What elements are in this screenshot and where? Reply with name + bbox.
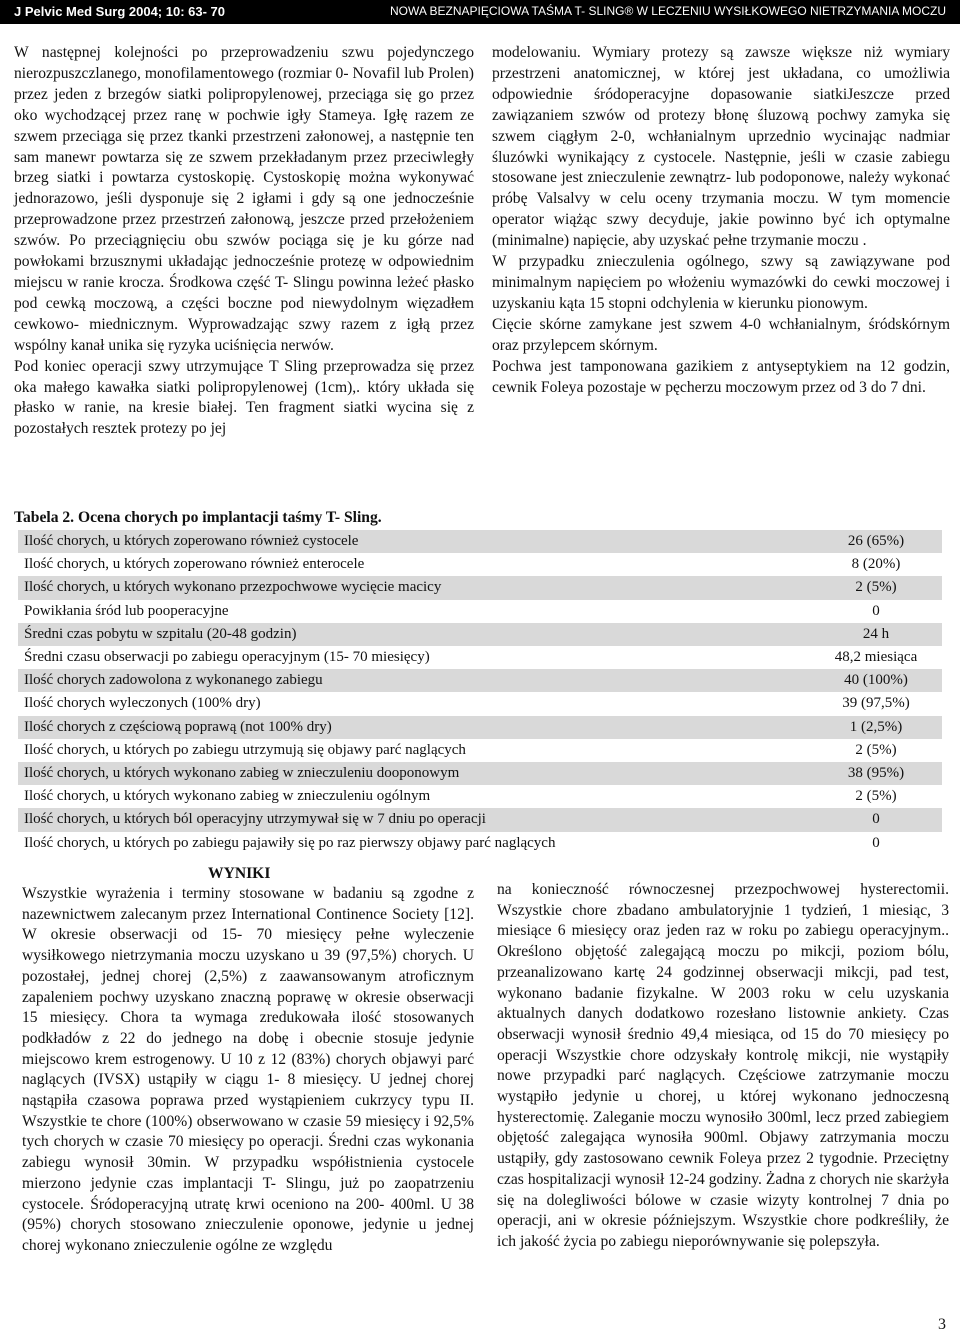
- paragraph: na konieczność równoczesnej przezpochwowej hysterectomii. Wszystkie chore zbadano ambulatoryjnie 1 tydzień, 1 miesiąc, 3 miesiące 6 miesięcy oraz jeden raz w roku po zabiegu operacyjnym.. Określono objętość zalegającą moczu po mikcji, poziom bólu, przeanalizowano kartę 24 godzinnej obserwacji mikcji, pad test, wykonano badanie fizykalne. W 2003 roku w celu uzyskania aktualnych danych dodatkowo rozesłano listownie ankiety. Czas obserwacji wynosił średnio 49,4 miesiąca, od 15 do 70 miesięcy po operacji Wszystkie chore odzyskały kontrolę mikcji, nie wystąpiły nowe przypadki parć naglących. Częściowe zatrzymanie moczu wystąpiło jedynie u chorej, u której wykonano jednoczesną hysterectomię. Zaleganie moczu wynosiło 300ml, lecz przed zabiegiem objętość zalegająca wynosiła 900ml. Objawy zatrzymania moczu ustąpiły, gdy zastosowano cewnik Foleya przez 2 tygodnie. Przeciętny czas hospitalizacji wynosił 12-24 godziny. Żadna z chorych nie skarżyła się na dolegliwości bólowe w czasie wizyty kontrolnej 7 dnia po operacji, ani w okresie późniejszym. Wszystkie chore podkreśliły, że ich jakość życia po zabiegu nieporównywanie się polepszyła.: [497, 881, 949, 1250]
- row-label: Ilość chorych wyleczonych (100% dry): [24, 695, 261, 712]
- row-value: 48,2 miesiąca: [834, 649, 918, 666]
- row-value: 38 (95%): [810, 762, 942, 785]
- row-value: 8 (20%): [851, 556, 901, 573]
- row-label: Ilość chorych zadowolona z wykonanego zabiegu: [18, 669, 810, 692]
- table-row: [18, 762, 942, 785]
- row-value: 2 (5%): [855, 788, 897, 805]
- row-value: 40 (100%): [810, 669, 942, 692]
- row-label: Średni czas pobytu w szpitalu (20-48 godzin): [18, 623, 810, 646]
- running-title: NOWA BEZNAPIĘCIOWA TAŚMA T- SLING® W LECZENIU WYSIŁKOWEGO NIETRZYMANIA MOCZU: [389, 4, 946, 18]
- table-row: [18, 623, 942, 646]
- table-row: [18, 576, 942, 599]
- table-row: [18, 553, 942, 576]
- results-left-column: [22, 884, 474, 1257]
- row-value: 2 (5%): [855, 741, 897, 758]
- top-left-column: [14, 43, 474, 440]
- row-label: Ilość chorych, u których wykonano przezpochwowe wycięcie macicy: [18, 576, 810, 599]
- table-row: [18, 785, 942, 808]
- row-label: Średni czasu obserwacji po zabiegu operacyjnym (15- 70 miesięcy): [24, 649, 430, 666]
- row-value: 1 (2,5%): [810, 716, 942, 739]
- row-label: Ilość chorych, u których wykonano zabieg w znieczuleniu dooponowym: [18, 762, 810, 785]
- row-label: Ilość chorych, u których zoperowano również cystocele: [18, 530, 810, 553]
- row-label: Ilość chorych z częściową poprawą (not 100% dry): [18, 716, 810, 739]
- row-value: 24 h: [810, 623, 942, 646]
- page-number: 3: [938, 1316, 946, 1333]
- table-row: [18, 832, 942, 855]
- table-row: [18, 692, 942, 715]
- row-label: Powikłania śród lub pooperacyjne: [24, 602, 229, 619]
- row-value: 0: [810, 808, 942, 831]
- paragraph: W przypadku znieczulenia ogólnego, szwy są zawiązywane pod minimalnym napięciem po włożeniu wymazówki do cewki moczowej i uzyskaniu kąta 15 stopni odchylenia w kierunku pionowym.: [492, 253, 950, 312]
- paragraph: W następnej kolejności po przeprowadzeniu szwu pojedynczego nierozpuszczlanego, monofilamentowego (rozmiar 0- Novafil lub Prolen) przez jeden z brzegów siatki polipropylenowej, przeciąga się go przez oko wychodzącej przez ranę w pochwie igły Stameya. Igłę razem ze szwem przeciąga się przez tkanki przestrzeni załonowej, a następnie ten sam manewr powtarza się ze szwem przekładanym przez przeciwległy brzeg siatki i powtarza cystoskopię. Cystoskopię można wykonywać jednorazowo, jeśli dysponuje się 2 igłami i gdy są one jednocześnie przeprowadzone przez przestrzeń załonową, jeszcze przed przełożeniem szwów. Po przeciągnięciu obu szwów pociąga się je ku górze nad powłokami brzusznymi układając jednocześnie protezę w odpowiednim miejscu w ranie krocza. Środkowa część T- Slingu powinna leżeć płasko pod cewką moczową, a części boczne pod niewydolnym więzadłem cewkowo- miednicznym. Wyprowadzając szwy razem z igłą przez wspólny kanał unika się ryzyka uciśnięcia nerwów.: [14, 44, 474, 354]
- evaluation-table: [18, 530, 942, 855]
- table-caption: Tabela 2. Ocena chorych po implantacji taśmy T- Sling.: [14, 509, 382, 526]
- row-value: 2 (5%): [810, 576, 942, 599]
- journal-citation: J Pelvic Med Surg 2004; 10: 63- 70: [14, 4, 225, 19]
- row-label: Ilość chorych, u których po zabiegu utrzymują się objawy parć naglących: [24, 741, 466, 758]
- table-row: [18, 530, 942, 553]
- table-row: [18, 646, 942, 669]
- table-row: [18, 600, 942, 623]
- paragraph: modelowaniu. Wymiary protezy są zawsze większe niż wymiary przestrzeni anatomicznej, w której jest układana, co umożliwia odpowiednie śródoperacyjne dopasowanie siatkiJeszcze przed zawiązaniem szwów od protezy błonę śluzową pochwy zamyka się szwem ciągłym 2-0, wchłanialnym uprzednio wycinając nadmiar śluzówki wynikający z cystocele. Następnie, jeśli w czasie zabiegu stosowane jest znieczulenie zewnątrz- lub podoponowe, należy wykonać próbę Valsalvy w celu oceny trzymania moczu. W tym momencie operator wiążąc szwy decyduje, jakie powinno być ich optymalne (minimalne) napięcie, aby uzyskać pełne trzymanie moczu .: [492, 44, 950, 250]
- row-value: 39 (97,5%): [842, 695, 910, 712]
- row-label: Ilość chorych, u których ból operacyjny utrzymywał się w 7 dniu po operacji: [18, 808, 810, 831]
- paragraph: Pod koniec operacji szwy utrzymujące T Sling przeprowadza się przez oka małego kawałka siatki polipropylenowej (1cm),. który układa się płasko w ranie, na kresie białej. Ten fragment siatki wycina się z pozostałych resztek protezy po jej: [14, 357, 474, 438]
- row-label: Ilość chorych, u których wykonano zabieg w znieczuleniu ogólnym: [24, 788, 431, 805]
- row-value: 0: [872, 602, 880, 619]
- row-value: 26 (65%): [810, 530, 942, 553]
- row-label: Ilość chorych, u których zoperowano również enterocele: [24, 556, 365, 573]
- paragraph: Pochwa jest tamponowana gazikiem z antyseptykiem na 12 godzin, cewnik Foleya pozostaje w pęcherzu moczowym przez od 3 do 7 dni.: [492, 357, 950, 396]
- section-title: WYNIKI: [208, 865, 271, 882]
- row-label: Ilość chorych, u których po zabiegu pajawiły się po raz pierwszy objawy parć naglących: [24, 834, 556, 851]
- table-row: [18, 716, 942, 739]
- table-row: [18, 808, 942, 831]
- paragraph: Cięcie skórne zamykane jest szwem 4-0 wchłanialnym, śródskórnym oraz przylepcem skórnym.: [492, 315, 950, 354]
- table-row: [18, 739, 942, 762]
- results-right-column: [497, 880, 949, 1253]
- row-value: 0: [872, 834, 880, 851]
- page-header: [0, 0, 960, 24]
- paragraph: Wszystkie wyrażenia i terminy stosowane w badaniu są zgodne z nazewnictwem zalecanym przez International Continence Society [12]. W okresie obserwacji od 15- 70 miesięcy pełne wyleczenie wysiłkowego nietrzymania moczu uzyskano u 39 (97,5%) chorych. U pozostałej, jednej chorej (2,5%) z zaawansowanym atroficznym zapaleniem pochwy uzyskano znaczną poprawę w okresie obserwacji 15 miesięcy. Chora ta wymaga zredukowała ilość stosowanych podkładów z 22 do jednego na dobę i obecnie stosuje jedynie miejscowo krem estrogenowy. U 10 z 12 (83%) chorych objawyi parć naglących (IVSX) ustąpiły w ciągu 1- 8 miesięcy. U jednej chorej nąstąpiła czasowa poprawa przed wystąpieniem cukrzycy typu II. Wszystkie te chore (100%) obserwowano w czasie 59 miesięcy i 92,5% tych chorych w czasie 70 miesięcy po operacji. Średni czas wykonania zabiegu wynosił 30min. W przypadku współistnienia cystocele mierzono jedynie czas implantacji T- Slingu, już po zaopatrzeniu cystocele. Śródoperacyjną utratę krwi oceniono na 200- 400ml. U 38 (95%) chorych stosowano znieczulenie oponowe, jedynie u jednej chorej wykonano znieczulenie ogólne ze względu: [22, 885, 474, 1254]
- table-row: [18, 669, 942, 692]
- top-right-column: [492, 43, 950, 398]
